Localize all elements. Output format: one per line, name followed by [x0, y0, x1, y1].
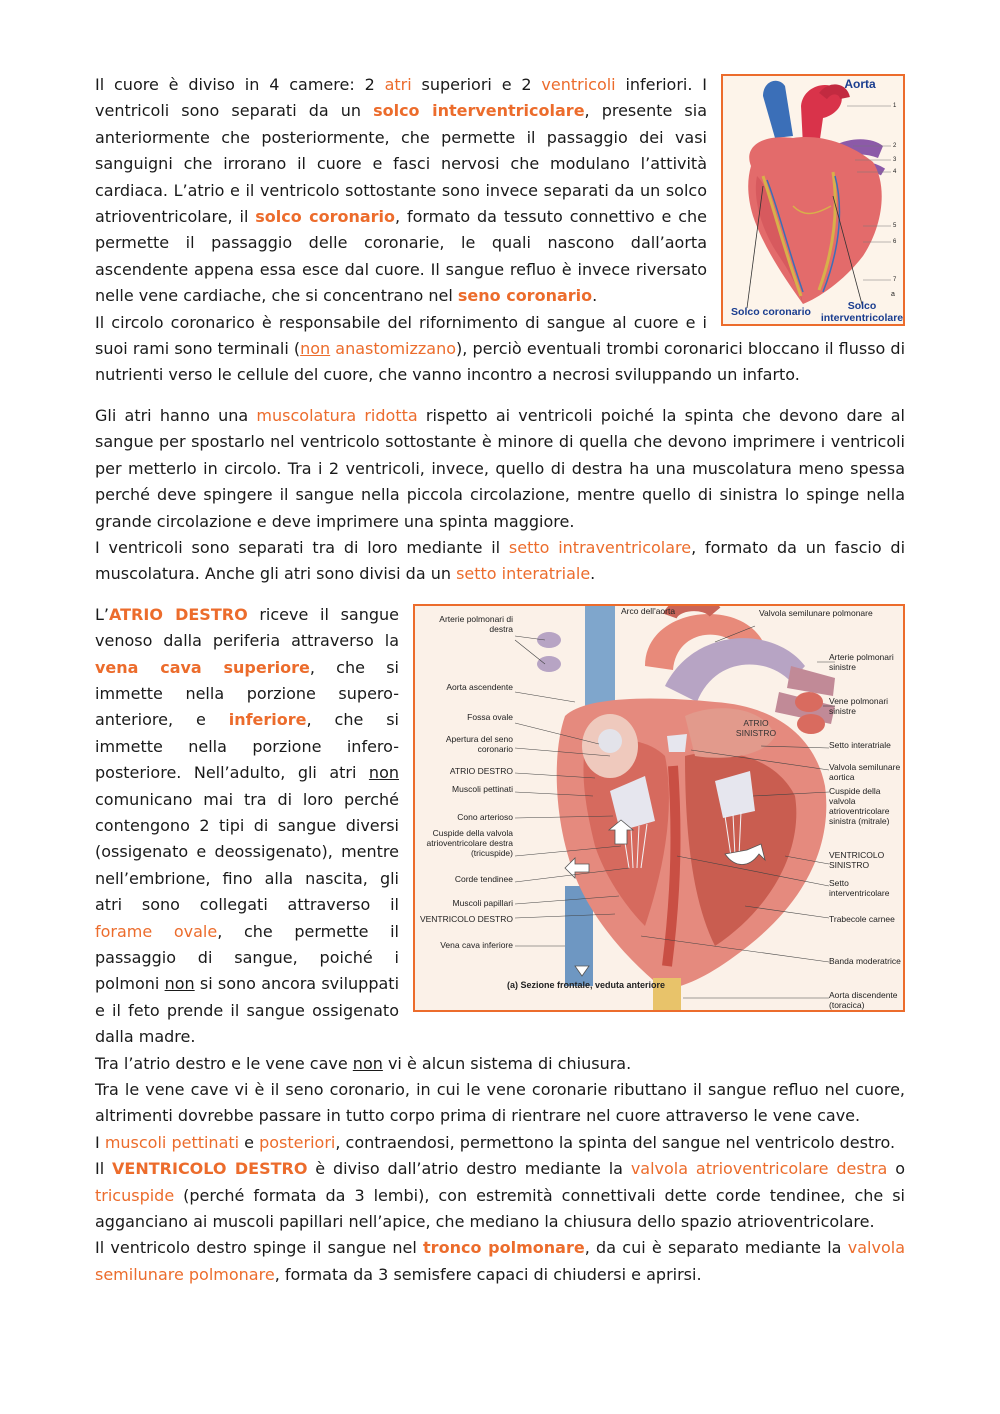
left-label: Muscoli papillari — [452, 897, 513, 908]
highlight: atri — [384, 75, 412, 94]
number-label: 6 — [893, 239, 897, 245]
left-label: Aorta ascendente — [446, 681, 513, 692]
left-label: Cono arterioso — [457, 811, 513, 822]
text: , che si immette nella porzione supero-anteriore, e — [95, 657, 399, 730]
text: , presente sia anteriormente che posteriormente, che permette il passaggio dei vasi sanguigni che irrorano il cuore e fasci nervosi che modulano l’attività cardiaca. L’atrio e il ventricolo sottostante sono invece separati da un solco atrioventricolare, il — [95, 101, 707, 227]
text: . — [592, 286, 598, 306]
number-label: 3 — [893, 157, 897, 163]
text: (perché formata da 3 lembi), con estremità connettivali dette corde tendinee, che si agganciano ai muscoli papillari nell’apice, che mediano la chiusura dello spazio atrioventricolare. — [95, 1185, 905, 1232]
right-label: VENTRICOLO SINISTRO — [829, 849, 885, 870]
highlight: muscolatura ridotta — [256, 405, 418, 425]
text: Tra l’atrio destro e le vene cave — [95, 1053, 353, 1073]
number-label: 5 — [893, 223, 897, 229]
paragraph — [95, 1156, 905, 1235]
text: , da cui è separato mediante la — [584, 1238, 848, 1258]
right-label: Valvola semilunare aortica — [829, 761, 901, 782]
text: ), perciò eventuali trombi coronarici bloccano il flusso di nutrienti verso le cellule del cuore, che vanno incontro a necrosi sviluppando un infarto. — [95, 339, 906, 385]
heart-external-illustration — [723, 76, 903, 324]
heart-section-figure — [413, 604, 905, 1012]
number-label: 7 — [893, 277, 897, 283]
number-label: 1 — [893, 103, 897, 109]
text: , formato da un fascio di muscolatura. Anche gli atri sono divisi da un — [95, 537, 906, 584]
text: o — [887, 1159, 906, 1179]
text: Il cuore è diviso in 4 camere: 2 — [95, 75, 385, 94]
highlight: seno coronario — [457, 286, 593, 306]
highlight: VENTRICOLO DESTRO — [112, 1159, 308, 1179]
highlight: inferiore — [228, 710, 307, 730]
underlined-text: non — [164, 974, 195, 994]
highlight: solco coronario — [255, 207, 396, 227]
text: comunicano mai tra di loro perché contengono 2 tipi di sangue diversi (ossigenato e deossigenato), mentre nell’embrione, fino alla nascita, gli atri sono collegati attraverso il — [95, 789, 399, 915]
number-label: 4 — [893, 169, 897, 175]
highlight: non — [300, 339, 331, 359]
arco-aorta-label: Arco dell'aorta — [621, 605, 676, 616]
left-label: Muscoli pettinati — [452, 783, 513, 794]
text: Il — [95, 1159, 113, 1179]
paragraph — [95, 1051, 905, 1077]
underlined-text: non — [368, 763, 399, 783]
text: , contraendosi, permettono la spinta del sangue nel ventricolo destro. — [335, 1132, 896, 1152]
solco-coronario-label: Solco coronario — [731, 306, 811, 318]
highlight: solco interventricolare — [373, 101, 585, 121]
text: riceve il sangue venoso dalla periferia attraverso la — [95, 604, 399, 651]
left-label: Cuspide della valvola atrioventricolare destra (tricuspide) — [426, 827, 513, 858]
left-label: Apertura del seno coronario — [445, 733, 513, 754]
right-label: Trabecole carnee — [829, 913, 895, 924]
highlight: ventricoli — [541, 75, 616, 94]
highlight: muscoli pettinati — [104, 1132, 240, 1152]
solco-interventricolare-label: Solco interventricolare — [820, 300, 904, 324]
text: si sono ancora sviluppati e il feto prende il sangue ossigenato dalla madre. — [95, 974, 400, 1047]
underlined-text: non — [352, 1053, 383, 1073]
number-label: 2 — [893, 143, 897, 149]
paragraph — [95, 1235, 905, 1288]
right-label: Aorta discendente (toracica) — [829, 989, 898, 1010]
paragraph — [95, 1077, 905, 1130]
text: Il circolo coronarico è responsabile del rifornimento di sangue al cuore e i suoi rami sono terminali ( — [95, 312, 707, 359]
text: . — [590, 564, 596, 584]
highlight: tricuspide — [95, 1185, 175, 1205]
text: I ventricoli sono separati tra di loro mediante il — [95, 537, 509, 557]
document-page — [95, 72, 905, 1288]
left-label: Vena cava inferiore — [440, 939, 513, 950]
text: I — [95, 1132, 105, 1152]
text: Gli atri hanno una — [95, 405, 257, 425]
highlight: setto intraventricolare — [508, 537, 692, 557]
text: , che si immette nella porzione infero-posteriore. Nell’adulto, gli atri — [95, 710, 399, 783]
highlight: tronco polmonare — [423, 1238, 585, 1258]
atrio-sinistro-label: ATRIO SINISTRO — [735, 717, 777, 738]
right-label: Setto interventricolare — [829, 877, 890, 898]
right-label: Banda moderatrice — [829, 955, 901, 966]
text: , che permette il passaggio di sangue, poiché i polmoni — [95, 921, 399, 994]
text: superiori e 2 — [411, 75, 542, 94]
left-label: ATRIO DESTRO — [449, 765, 513, 776]
text: vi è alcun sistema di chiusura. — [382, 1053, 632, 1073]
right-label: Setto interatriale — [829, 739, 891, 750]
right-label: Vene polmonari sinistre — [829, 695, 889, 716]
highlight: posteriori — [259, 1132, 336, 1152]
left-label: Fossa ovale — [467, 711, 513, 722]
right-label: Cuspide della valvola atrioventricolare sinistra (mitrale) — [829, 785, 890, 826]
paragraph — [95, 535, 905, 588]
highlight: ATRIO DESTRO — [109, 604, 248, 624]
heart-external-figure — [721, 74, 905, 326]
text: Il ventricolo destro spinge il sangue nel — [95, 1238, 424, 1258]
text: , formata da 3 semisfere capaci di chiudersi e aprirsi. — [274, 1264, 702, 1284]
text: Tra le vene cave vi è il seno coronario, in cui le vene coronarie ributtano il sangue refluo nel cuore, altrimenti dovrebbe passare in tutto corpo prima di rientrare nel cuore attraverso le vene cave. — [95, 1080, 905, 1126]
highlight: setto interatriale — [456, 564, 591, 584]
left-label: Arterie polmonari di destra — [439, 613, 513, 634]
highlight: vena cava superiore — [95, 657, 310, 677]
figure-caption: (a) Sezione frontale, veduta anteriore — [507, 979, 666, 990]
right-label: Arterie polmonari sinistre — [829, 651, 894, 672]
highlight: forame ovale — [95, 921, 218, 941]
text: rispetto ai ventricoli poiché la spinta che devono dare al sangue per spostarlo nel ventricolo sottostante è minore di quella che devono imprimere i ventricoli per metterlo in circolo. Tra i 2 ventricoli, invece, quello di destra ha una muscolatura meno spessa perché deve spingere il sangue nella piccola circolazione, mentre quello di sinistra lo spinge nella grande circolazione e deve imprimere una spinta maggiore. — [95, 405, 905, 531]
text: inferiori. I ventricoli sono separati da un — [95, 75, 708, 121]
left-label: Corde tendinee — [454, 873, 513, 884]
paragraph — [95, 403, 905, 535]
paragraph — [95, 1130, 905, 1156]
number-label: a — [891, 291, 895, 298]
text: L’ — [95, 604, 109, 624]
right-label: Valvola semilunare polmonare — [759, 607, 873, 618]
text: , formato da tessuto connettivo e che permette il passaggio delle coronarie, le quali nascono dall’aorta ascendente appena essa esce dal cuore. Il sangue refluo è invece riversato nelle vene cardiache, che si concentrano nel — [95, 207, 708, 306]
text: è diviso dall’atrio destro mediante la — [307, 1159, 631, 1179]
highlight: anastomizzano — [330, 339, 457, 359]
aorta-label: Aorta — [844, 77, 876, 91]
left-label: VENTRICOLO DESTRO — [419, 913, 513, 924]
text: e — [239, 1132, 260, 1152]
highlight: valvola semilunare polmonare — [95, 1238, 905, 1284]
highlight: valvola atrioventricolare destra — [630, 1159, 888, 1179]
